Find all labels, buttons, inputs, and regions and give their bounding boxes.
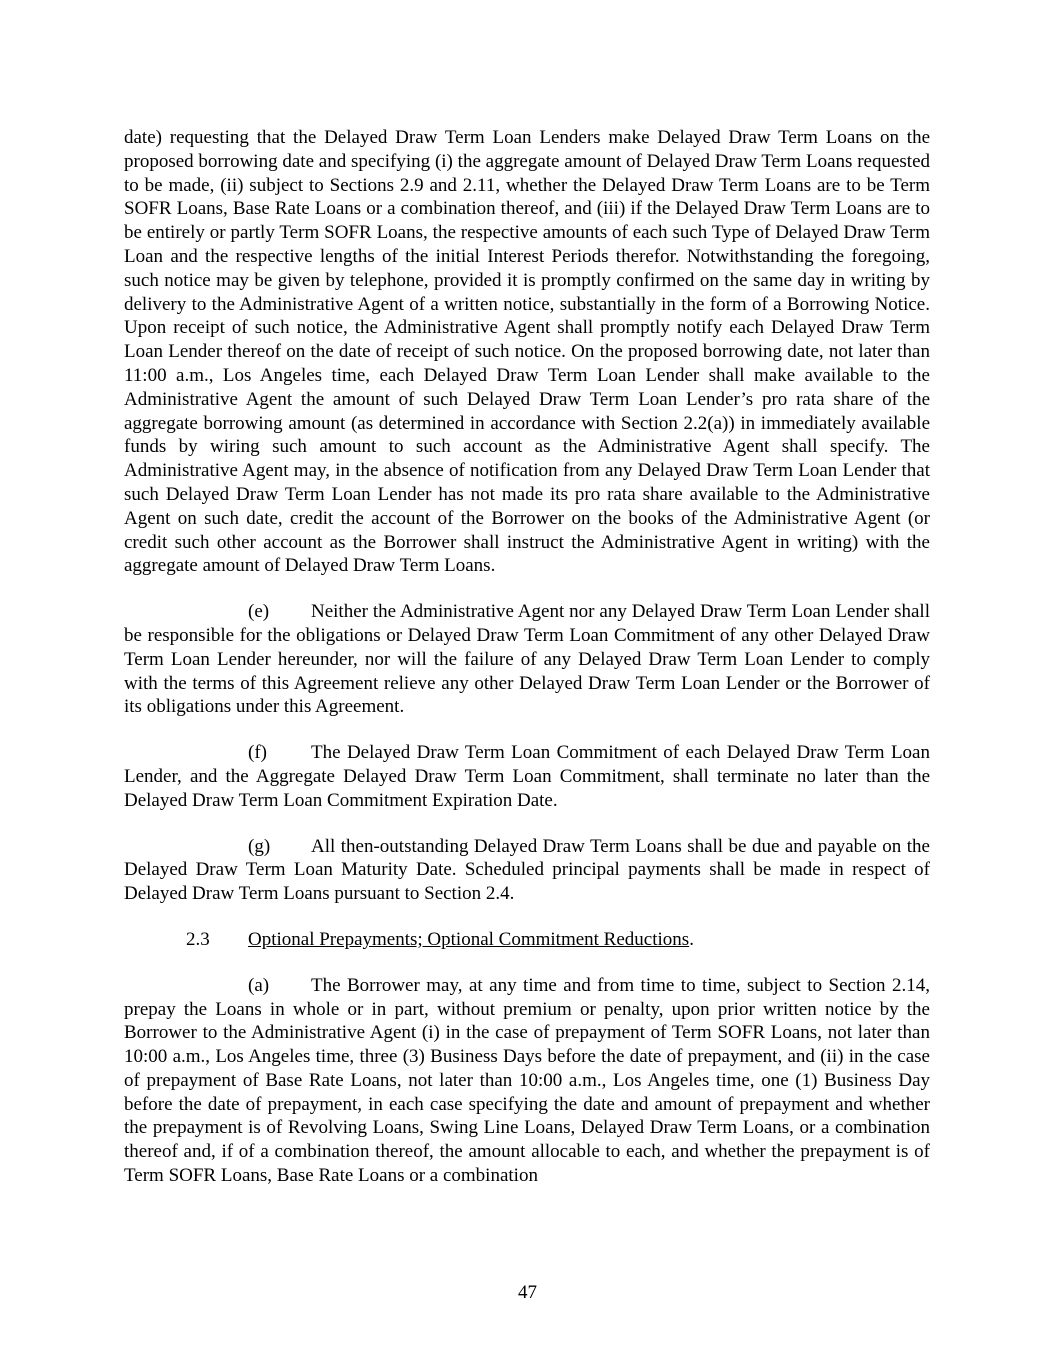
paragraph-a <box>124 974 930 1188</box>
section-title-period: . <box>689 928 694 950</box>
paragraph-g-text: All then-outstanding Delayed Draw Term Loans shall be due and payable on the Delayed Draw Term Loan Maturity Date. Scheduled principal payments shall be made in respect of Delayed Draw Term Loans pursuant to Section 2.4. <box>124 835 930 905</box>
paragraph-text: date) requesting that the Delayed Draw Term Loan Lenders make Delayed Draw Term Loans on the proposed borrowing date and specifying (i) the aggregate amount of Delayed Draw Term Loans requested to be made, (ii) subject to Sections 2.9 and 2.11, whether the Delayed Draw Term Loans are to be Term SOFR Loans, Base Rate Loans or a combination thereof, and (iii) if the Delayed Draw Term Loans are to be entirely or partly Term SOFR Loans, the respective amounts of each such Type of Delayed Draw Term Loan and the respective lengths of the initial Interest Periods therefor. Notwithstanding the foregoing, such notice may be given by telephone, provided it is promptly confirmed on the same day in writing by delivery to the Administrative Agent of a written notice, substantially in the form of a Borrowing Notice. Upon receipt of such notice, the Administrative Agent shall promptly notify each Delayed Draw Term Loan Lender thereof on the date of receipt of such notice. On the proposed borrowing date, not later than 11:00 a.m., Los Angeles time, each Delayed Draw Term Loan Lender shall make available to the Administrative Agent the amount of such Delayed Draw Term Loan Lender’s pro rata share of the aggregate borrowing amount (as determined in accordance with Section 2.2(a)) in immediately available funds by wiring such amount to such account as the Administrative Agent shall specify. The Administrative Agent may, in the absence of notification from any Delayed Draw Term Loan Lender that such Delayed Draw Term Loan Lender has not made its pro rata share available to the Administrative Agent on such date, credit the account of the Borrower on the books of the Administrative Agent (or credit such other account as the Borrower shall instruct the Administrative Agent in writing) with the aggregate amount of Delayed Draw Term Loans. <box>124 127 930 577</box>
paragraph-e-text: Neither the Administrative Agent nor any Delayed Draw Term Loan Lender shall be responsible for the obligations or Delayed Draw Term Loan Commitment of any other Delayed Draw Term Loan Lender hereunder, nor will the failure of any Delayed Draw Term Loan Lender to comply with the terms of this Agreement relieve any other Delayed Draw Term Loan Lender or the Borrower of its obligations under this Agreement. <box>124 601 930 718</box>
paragraph-f-text: The Delayed Draw Term Loan Commitment of each Delayed Draw Term Loan Lender, and the Aggregate Delayed Draw Term Loan Commitment, shall terminate no later than the Delayed Draw Term Loan Commitment Expiration Date. <box>124 742 930 811</box>
paragraph-a-text: The Borrower may, at any time and from time to time, subject to Section 2.14, prepay the Loans in whole or in part, without premium or penalty, upon prior written notice by the Borrower to the Administrative Agent (i) in the case of prepayment of Term SOFR Loans, not later than 10:00 a.m., Los Angeles time, three (3) Business Days before the date of prepayment, and (ii) in the case of prepayment of Base Rate Loans, not later than 10:00 a.m., Los Angeles time, one (1) Business Day before the date of prepayment, in each case specifying the date and amount of prepayment and whether the prepayment is of Revolving Loans, Swing Line Loans, Delayed Draw Term Loans, or a combination thereof and, if of a combination thereof, the amount allocable to each, and whether the prepayment is of Term SOFR Loans, Base Rate Loans or a combination <box>124 974 930 1187</box>
page-body <box>124 126 930 1188</box>
section-number: 2.3 <box>186 928 210 950</box>
paragraph-e <box>124 600 930 719</box>
section-heading <box>124 928 930 952</box>
section-title: Optional Prepayments; Optional Commitment Reductions <box>248 928 690 950</box>
clause-label-a: (a) <box>248 974 270 996</box>
paragraph-g <box>124 835 930 906</box>
clause-label-f: (f) <box>248 742 267 764</box>
paragraph-delayed-draw-notice <box>124 126 930 578</box>
clause-label-g: (g) <box>248 835 271 857</box>
clause-label-e: (e) <box>248 601 270 623</box>
page-number: 47 <box>518 1282 537 1303</box>
paragraph-f <box>124 741 930 812</box>
